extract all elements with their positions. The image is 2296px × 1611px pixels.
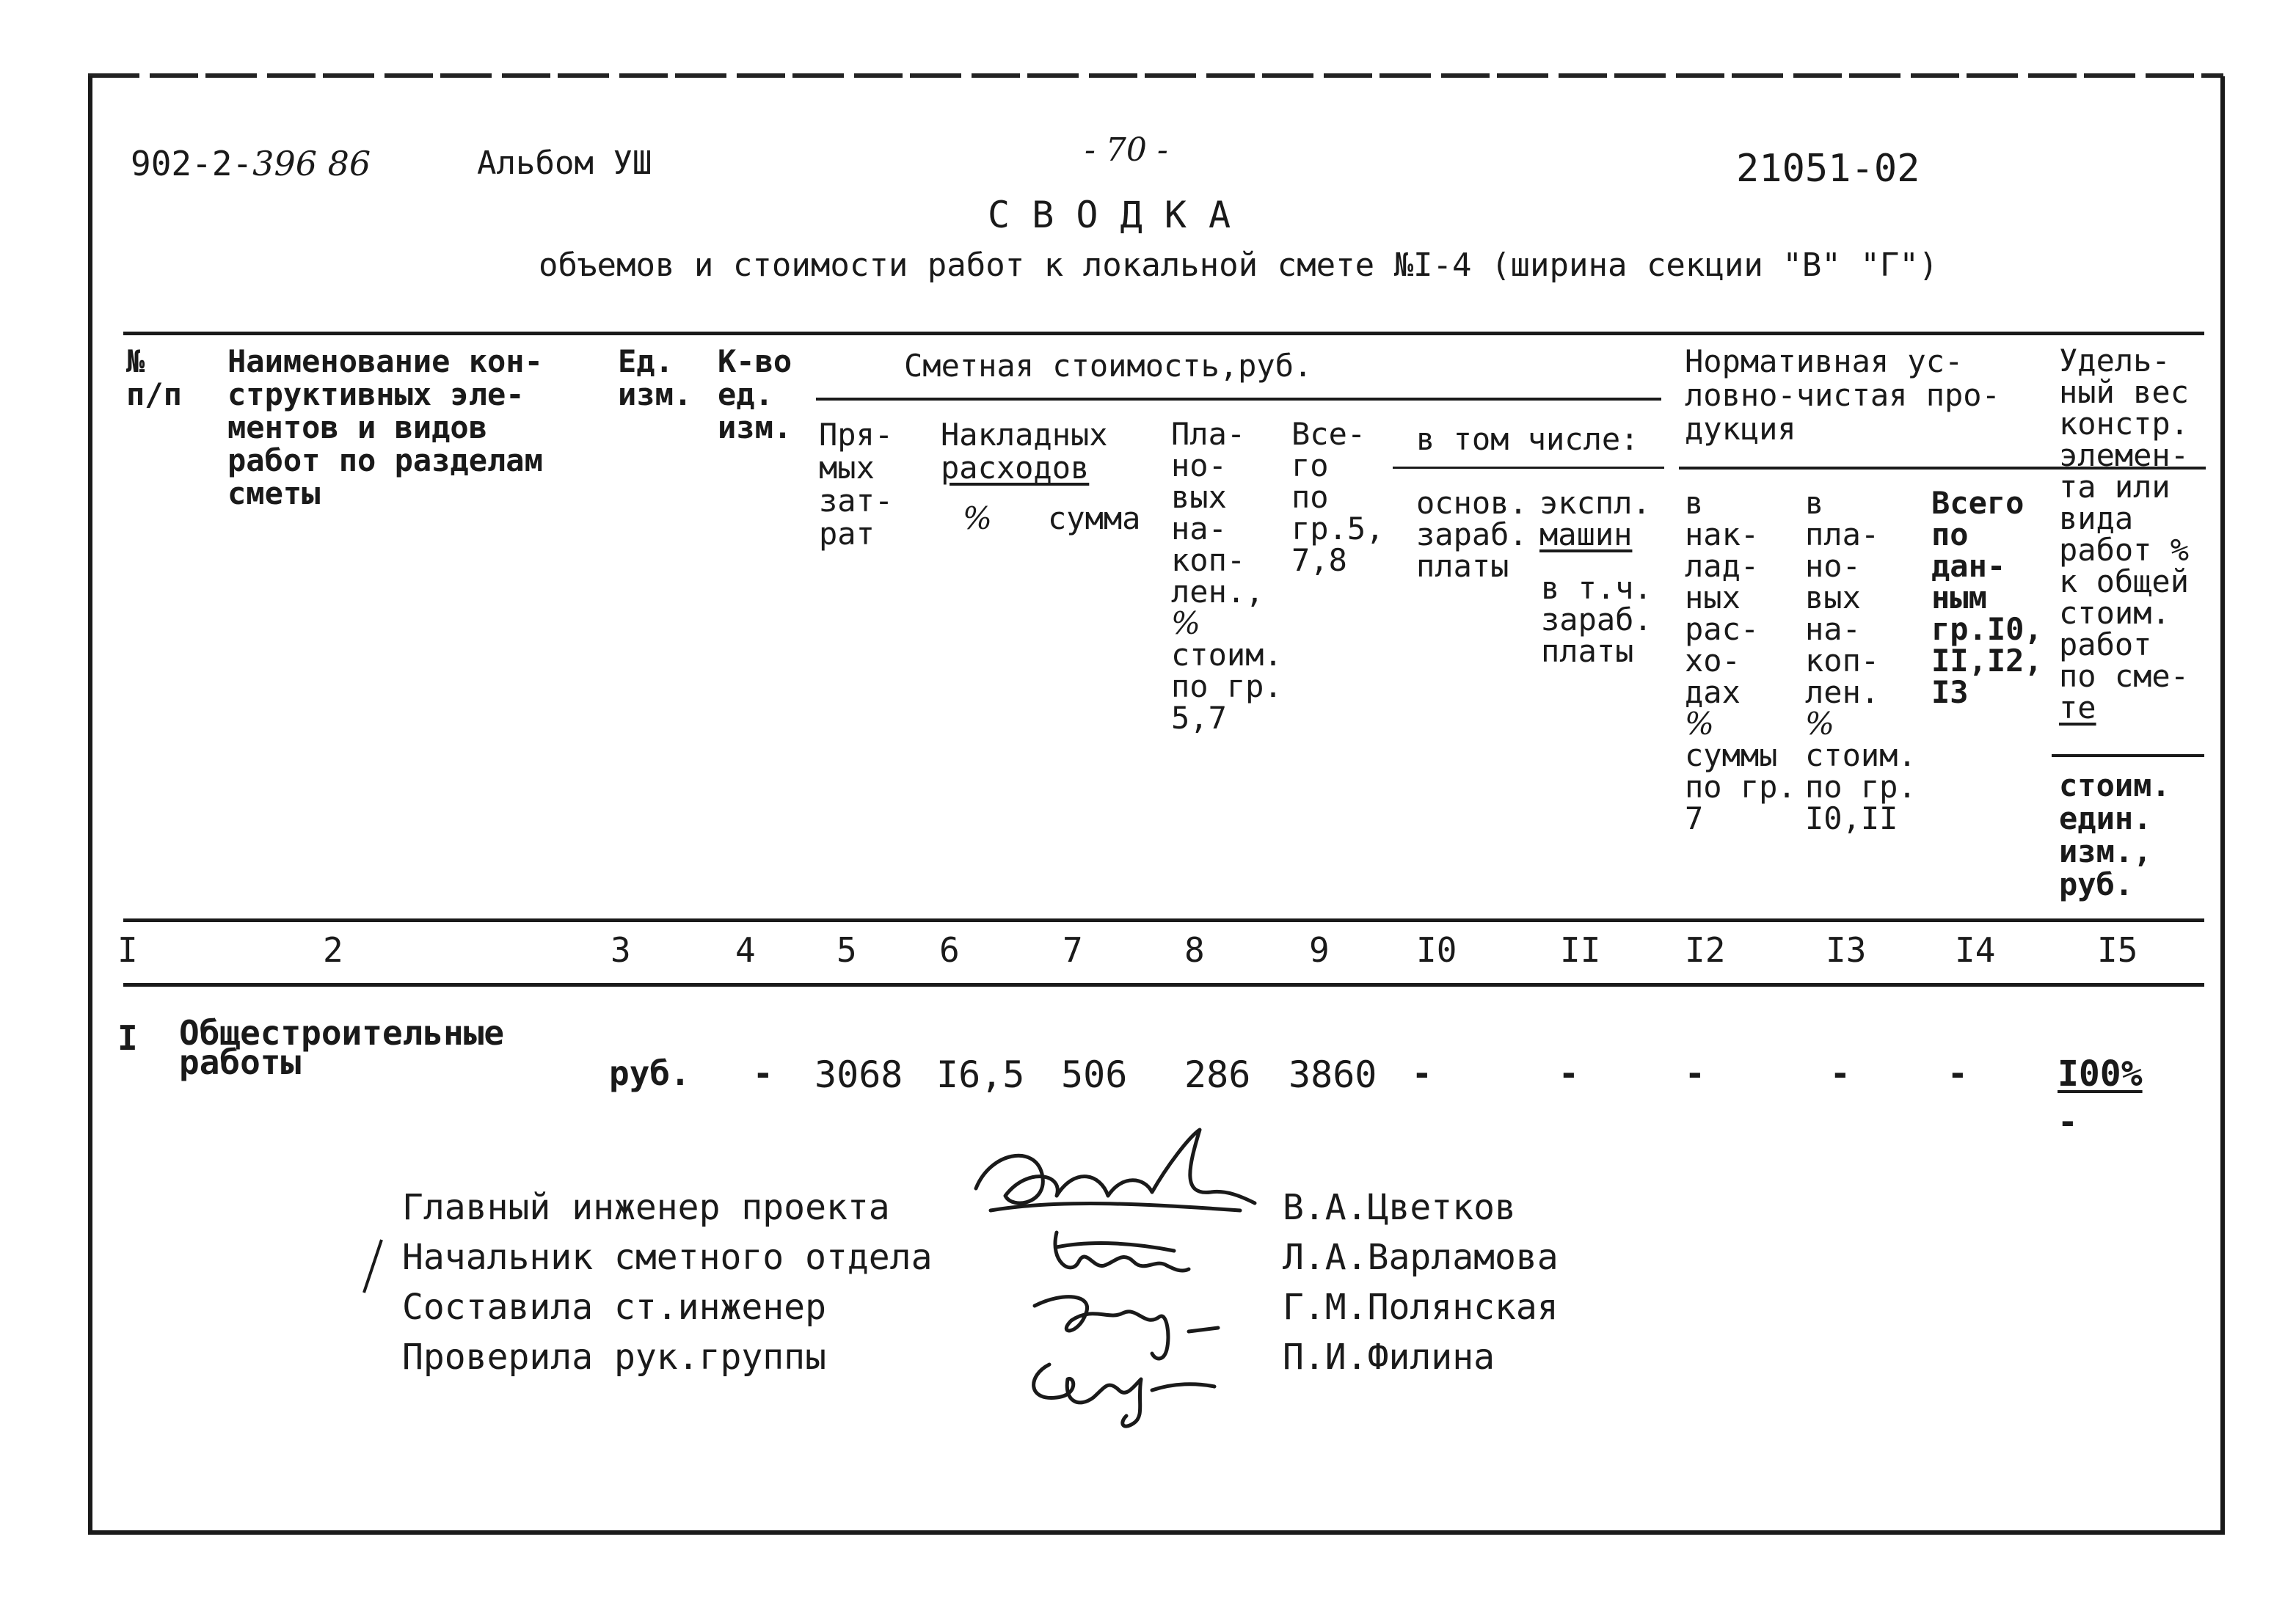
h-norm-total: Всего по дан- ным гр.I0, II,I2, I3 bbox=[1931, 485, 2043, 710]
incl-rule bbox=[1393, 467, 1664, 469]
name-compiled-by: Г.М.Полянская bbox=[1283, 1287, 1559, 1328]
column-numbers-rule bbox=[123, 983, 2204, 987]
signature-2-flourish bbox=[1057, 1243, 1174, 1251]
h-machines: экспл. машин bbox=[1539, 485, 1651, 552]
h-direct: Пря- мых зат- рат bbox=[819, 417, 894, 552]
colnum-1: I bbox=[117, 930, 138, 970]
sheet-code: 21051-02 bbox=[1736, 147, 1920, 191]
name-estimates-head: Л.А.Варламова bbox=[1283, 1237, 1559, 1278]
row-1-share: I00% bbox=[2058, 1053, 2143, 1095]
signature-3-dash bbox=[1189, 1328, 1218, 1331]
h-planned: Пла- но- вых на- коп- лен., % стоим. по гр. 5,7 bbox=[1171, 416, 1283, 736]
signature-4-dash bbox=[1152, 1384, 1214, 1390]
h-overhead-pct: % bbox=[963, 500, 992, 536]
colnum-11: II bbox=[1560, 930, 1601, 970]
role-checked-by: Проверила рук.группы bbox=[402, 1337, 826, 1378]
doc-code-handwritten: 396 86 bbox=[252, 144, 371, 183]
h-incl: в том числе: bbox=[1416, 421, 1639, 457]
colnum-8: 8 bbox=[1184, 930, 1205, 970]
share-split-rule bbox=[2052, 754, 2204, 757]
row-1-planned: 286 bbox=[1184, 1053, 1251, 1096]
signature-3-stroke bbox=[1035, 1297, 1168, 1359]
signature-1-underline bbox=[991, 1204, 1240, 1210]
row-1-name: Общестроительные работы bbox=[179, 1013, 505, 1082]
signature-4-stroke bbox=[1034, 1365, 1141, 1426]
h-cost-group: Сметная стоимость,руб. bbox=[904, 348, 1313, 384]
handwritten-signatures bbox=[947, 1122, 1284, 1445]
row-1-unit: руб. bbox=[609, 1053, 690, 1093]
colnum-7: 7 bbox=[1063, 930, 1083, 970]
row-1-norm-overhead: - bbox=[1685, 1053, 1705, 1093]
colnum-5: 5 bbox=[837, 930, 857, 970]
colnum-3: 3 bbox=[611, 930, 631, 970]
h-unit: Ед. изм. bbox=[618, 343, 693, 412]
margin-check-mark bbox=[358, 1237, 387, 1296]
signature-1-stroke bbox=[976, 1130, 1255, 1203]
h-norm-overhead: в нак- лад- ных рас- хо- дах % суммы по гр. 7 bbox=[1685, 485, 1796, 836]
h-num: № п/п bbox=[126, 343, 182, 412]
h-norm-group: Нормативная ус- ловно-чистая про- дукция bbox=[1685, 343, 2000, 447]
colnum-13: I3 bbox=[1826, 930, 1867, 970]
summary-title: С В О Д К А bbox=[988, 194, 1231, 236]
row-1-norm-total: - bbox=[1947, 1053, 1968, 1093]
role-estimates-head: Начальник сметного отдела bbox=[402, 1237, 933, 1278]
row-1-wages: - bbox=[1412, 1053, 1432, 1093]
doc-code bbox=[131, 144, 371, 183]
colnum-10: I0 bbox=[1416, 930, 1457, 970]
colnum-14: I4 bbox=[1955, 930, 1996, 970]
doc-code-prefix: 902-2- bbox=[131, 144, 253, 183]
signature-roles bbox=[402, 1183, 932, 1382]
signature-names bbox=[1283, 1183, 1559, 1382]
h-wages: основ. зараб. платы bbox=[1416, 485, 1528, 584]
row-1-qty: - bbox=[753, 1053, 773, 1093]
name-chief-engineer: В.А.Цветков bbox=[1283, 1187, 1516, 1228]
name-checked-by: П.И.Филина bbox=[1283, 1337, 1495, 1378]
row-1-num: I bbox=[117, 1018, 138, 1058]
page-number: - 70 - bbox=[1085, 131, 1168, 169]
summary-subtitle: объемов и стоимости работ к локальной смете №I-4 (ширина секции "В" "Г") bbox=[539, 246, 1939, 284]
header-bottom-rule bbox=[123, 918, 2204, 922]
row-1-machines: - bbox=[1559, 1053, 1579, 1093]
colnum-9: 9 bbox=[1309, 930, 1330, 970]
h-overhead-sum: сумма bbox=[1048, 500, 1141, 536]
h-unit-cost: стоим. един. изм., руб. bbox=[2059, 767, 2171, 902]
row-1-total: 3860 bbox=[1289, 1053, 1377, 1096]
h-machines-wages: в т.ч. зараб. платы bbox=[1541, 570, 1652, 669]
row-1-direct: 3068 bbox=[814, 1053, 903, 1096]
h-share: Удель- ный вес констр. элемен- та или вида работ % к общей стоим. работ по сме- те bbox=[2059, 343, 2190, 726]
h-overhead: Накладных расходов bbox=[941, 417, 1108, 486]
row-1-unit-cost: - bbox=[2058, 1102, 2078, 1141]
colnum-12: I2 bbox=[1685, 930, 1726, 970]
h-name: Наименование кон- структивных эле- ментов и видов работ по разделам сметы bbox=[227, 343, 543, 511]
h-total: Все- го по гр.5, 7,8 bbox=[1291, 416, 1385, 578]
h-norm-planned: в пла- но- вых на- коп- лен. % стоим. по гр. I0,II bbox=[1805, 485, 1917, 836]
colnum-6: 6 bbox=[939, 930, 960, 970]
h-qty: К-во ед. изм. bbox=[718, 343, 792, 445]
cost-group-rule bbox=[816, 398, 1661, 401]
row-1-overhead-pct: I6,5 bbox=[936, 1053, 1025, 1096]
colnum-15: I5 bbox=[2097, 930, 2138, 970]
role-chief-engineer: Главный инженер проекта bbox=[402, 1187, 890, 1228]
role-compiled-by: Составила ст.инженер bbox=[402, 1287, 826, 1328]
colnum-2: 2 bbox=[323, 930, 343, 970]
album-label: Альбом УШ bbox=[477, 145, 652, 182]
row-1-overhead-sum: 506 bbox=[1061, 1053, 1128, 1096]
colnum-4: 4 bbox=[735, 930, 756, 970]
row-1-norm-planned: - bbox=[1830, 1053, 1851, 1093]
table-top-rule bbox=[123, 332, 2204, 335]
